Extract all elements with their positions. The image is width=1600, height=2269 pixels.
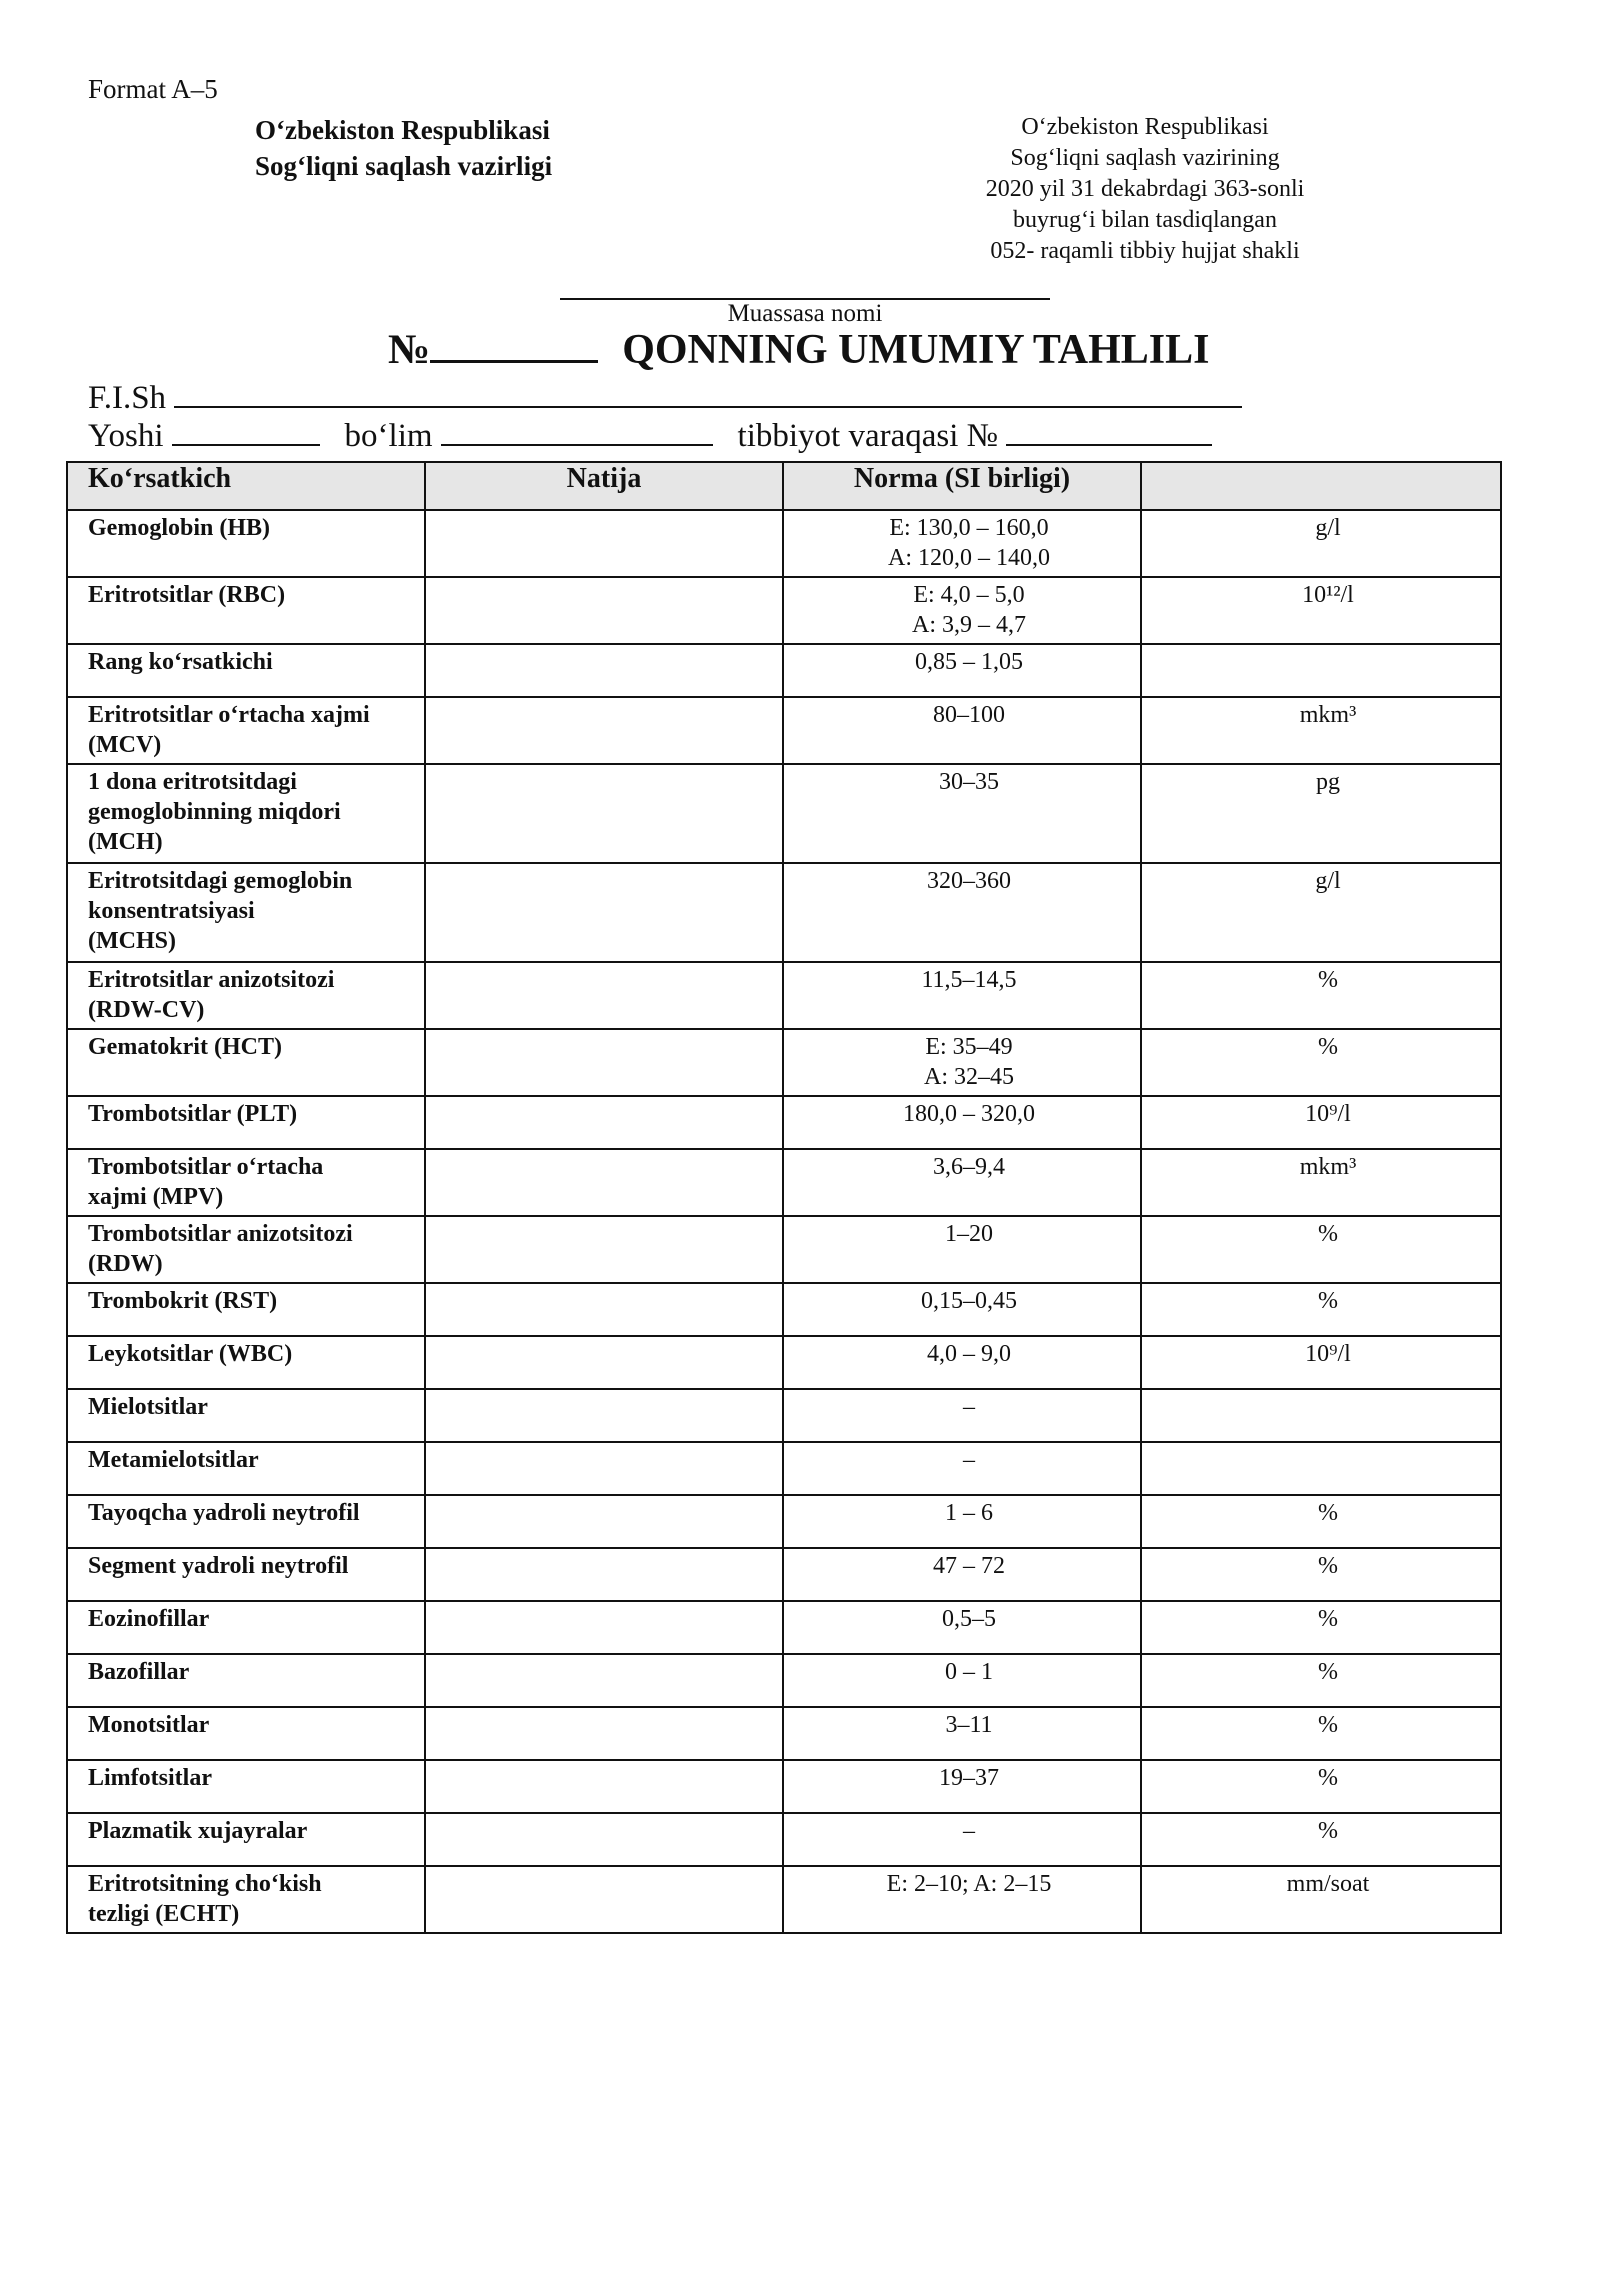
indicator-line: Bazofillar — [88, 1659, 190, 1685]
table-row — [67, 1149, 1501, 1216]
indicator-line: Gematokrit (HCT) — [88, 1034, 282, 1060]
table-header-row — [67, 462, 1501, 510]
norm-line: – — [963, 1394, 975, 1420]
title-text: QONNING UMUMIY TAHLILI — [622, 327, 1210, 373]
norm-cell — [783, 1283, 1141, 1336]
indicator-line: Eritrotsitdagi gemoglobin — [88, 868, 353, 894]
indicator-line: Rang ko‘rsatkichi — [88, 649, 273, 675]
indicator-line: Eozinofillar — [88, 1606, 210, 1632]
unit-cell: % — [1141, 1029, 1501, 1096]
header-indicator: Ko‘rsatkich — [67, 462, 425, 510]
indicator-cell — [67, 1760, 425, 1813]
norm-line: 0,5–5 — [942, 1606, 996, 1632]
norm-line: A: 3,9 – 4,7 — [912, 612, 1026, 638]
indicator-cell — [67, 1442, 425, 1495]
indicator-cell — [67, 1336, 425, 1389]
indicator-cell — [67, 1707, 425, 1760]
table-row — [67, 510, 1501, 577]
indicator-cell — [67, 1149, 425, 1216]
norm-line: 3,6–9,4 — [933, 1154, 1005, 1180]
result-input-cell[interactable] — [425, 962, 783, 1029]
result-input-cell[interactable] — [425, 1548, 783, 1601]
indicator-line: Plazmatik xujayralar — [88, 1818, 308, 1844]
unit-cell — [1141, 1442, 1501, 1495]
unit-cell: % — [1141, 1601, 1501, 1654]
unit-cell: % — [1141, 1654, 1501, 1707]
norm-cell — [783, 1389, 1141, 1442]
result-input-cell[interactable] — [425, 1216, 783, 1283]
norm-cell — [783, 1866, 1141, 1933]
norm-line: 180,0 – 320,0 — [903, 1101, 1035, 1127]
indicator-line: (RDW-CV) — [88, 997, 205, 1023]
table-row — [67, 1096, 1501, 1149]
norm-line: 0 – 1 — [945, 1659, 993, 1685]
indicator-line: Eritrotsitlar anizotsitozi — [88, 967, 335, 993]
indicator-line: Leykotsitlar (WBC) — [88, 1341, 293, 1367]
result-input-cell[interactable] — [425, 1654, 783, 1707]
result-input-cell[interactable] — [425, 764, 783, 863]
norm-line: A: 120,0 – 140,0 — [888, 545, 1050, 571]
result-input-cell[interactable] — [425, 1389, 783, 1442]
indicator-line: Eritrotsitlar o‘rtacha xajmi — [88, 702, 370, 728]
indicator-cell — [67, 764, 425, 863]
indicator-cell — [67, 577, 425, 644]
indicator-cell — [67, 1813, 425, 1866]
table-row — [67, 1760, 1501, 1813]
table-row — [67, 644, 1501, 697]
table-row — [67, 962, 1501, 1029]
number-sign: № — [388, 327, 431, 373]
header-result: Natija — [425, 462, 783, 510]
norm-cell — [783, 697, 1141, 764]
norm-cell — [783, 1548, 1141, 1601]
indicator-line: tezligi (ECHT) — [88, 1901, 240, 1927]
unit-cell: mm/soat — [1141, 1866, 1501, 1933]
result-input-cell[interactable] — [425, 1707, 783, 1760]
unit-cell: 10⁹/l — [1141, 1096, 1501, 1149]
approval-line-5: 052- raqamli tibbiy hujjat shakli — [990, 238, 1300, 264]
indicator-line: gemoglobinning miqdori — [88, 799, 341, 825]
norm-line: E: 2–10; A: 2–15 — [886, 1871, 1052, 1897]
norm-line: A: 32–45 — [924, 1064, 1014, 1090]
result-input-cell[interactable] — [425, 697, 783, 764]
indicator-cell — [67, 1216, 425, 1283]
indicator-line: Limfotsitlar — [88, 1765, 212, 1791]
norm-line: – — [963, 1447, 975, 1473]
ministry-line-1: O‘zbekiston Respublikasi — [255, 115, 550, 145]
unit-cell — [1141, 644, 1501, 697]
unit-cell: % — [1141, 1495, 1501, 1548]
table-row — [67, 1442, 1501, 1495]
department-field[interactable] — [441, 416, 713, 446]
norm-line: 19–37 — [939, 1765, 999, 1791]
result-input-cell[interactable] — [425, 644, 783, 697]
norm-line: 30–35 — [939, 769, 999, 795]
unit-cell: % — [1141, 1707, 1501, 1760]
table-row — [67, 1813, 1501, 1866]
indicator-cell — [67, 1601, 425, 1654]
norm-line: 3–11 — [945, 1712, 993, 1738]
patient-details-row — [88, 416, 1212, 455]
patient-name-field[interactable] — [174, 378, 1242, 408]
norm-line: 80–100 — [933, 702, 1005, 728]
indicator-cell — [67, 1096, 425, 1149]
indicator-cell — [67, 863, 425, 962]
unit-cell: % — [1141, 1813, 1501, 1866]
unit-cell: mkm³ — [1141, 1149, 1501, 1216]
patient-name-row — [88, 378, 1242, 417]
unit-cell: % — [1141, 1216, 1501, 1283]
norm-line: 0,85 – 1,05 — [915, 649, 1023, 675]
result-input-cell[interactable] — [425, 1601, 783, 1654]
unit-cell: % — [1141, 1283, 1501, 1336]
norm-cell — [783, 1029, 1141, 1096]
table-row — [67, 764, 1501, 863]
table-row — [67, 1601, 1501, 1654]
indicator-cell — [67, 1654, 425, 1707]
norm-line: 4,0 – 9,0 — [927, 1341, 1011, 1367]
result-input-cell[interactable] — [425, 1336, 783, 1389]
fish-label: F.I.Sh — [88, 380, 167, 416]
indicator-line: (MCH) — [88, 829, 163, 855]
norm-line: E: 130,0 – 160,0 — [889, 515, 1049, 541]
result-input-cell[interactable] — [425, 1760, 783, 1813]
table-row — [67, 1336, 1501, 1389]
norm-line: 1 – 6 — [945, 1500, 993, 1526]
indicator-line: (MCV) — [88, 732, 162, 758]
norm-cell — [783, 1149, 1141, 1216]
indicator-cell — [67, 1495, 425, 1548]
unit-cell: mkm³ — [1141, 697, 1501, 764]
department-label: bo‘lim — [344, 418, 433, 454]
result-input-cell[interactable] — [425, 1866, 783, 1933]
blood-analysis-table — [66, 461, 1502, 1934]
result-input-cell[interactable] — [425, 1283, 783, 1336]
norm-cell — [783, 1096, 1141, 1149]
header-norm: Norma (SI birligi) — [783, 462, 1141, 510]
unit-cell: 10¹²/l — [1141, 577, 1501, 644]
table-row — [67, 1654, 1501, 1707]
institution-name-label: Muassasa nomi — [727, 300, 883, 327]
approval-line-2: Sog‘liqni saqlash vazirining — [1010, 145, 1280, 171]
norm-cell — [783, 764, 1141, 863]
unit-cell: % — [1141, 962, 1501, 1029]
form-format-label: Format A–5 — [88, 74, 218, 104]
indicator-line: (MCHS) — [88, 928, 176, 954]
norm-line: E: 4,0 – 5,0 — [913, 582, 1025, 608]
indicator-line: Trombotsitlar o‘rtacha — [88, 1154, 324, 1180]
result-input-cell[interactable] — [425, 1495, 783, 1548]
table-body — [67, 510, 1501, 1933]
ministry-line-2: Sog‘liqni saqlash vazirligi — [255, 151, 553, 181]
indicator-line: Metamielotsitlar — [88, 1447, 259, 1473]
header-unit — [1141, 462, 1501, 510]
table-row — [67, 863, 1501, 962]
unit-cell — [1141, 1389, 1501, 1442]
norm-cell — [783, 1654, 1141, 1707]
indicator-line: Segment yadroli neytrofil — [88, 1553, 349, 1579]
indicator-line: Tayoqcha yadroli neytrofil — [88, 1500, 360, 1526]
indicator-cell — [67, 962, 425, 1029]
indicator-line: Eritrotsitning cho‘kish — [88, 1871, 322, 1897]
indicator-line: Monotsitlar — [88, 1712, 210, 1738]
norm-cell — [783, 510, 1141, 577]
indicator-line: Mielotsitlar — [88, 1394, 208, 1420]
document-number-field[interactable] — [430, 330, 598, 363]
norm-cell — [783, 1495, 1141, 1548]
indicator-line: Trombokrit (RST) — [88, 1288, 278, 1314]
unit-cell: g/l — [1141, 510, 1501, 577]
indicator-line: konsentratsiyasi — [88, 898, 255, 924]
indicator-line: Trombotsitlar (PLT) — [88, 1101, 298, 1127]
norm-line: E: 35–49 — [925, 1034, 1013, 1060]
indicator-line: Eritrotsitlar (RBC) — [88, 582, 286, 608]
table-row — [67, 577, 1501, 644]
norm-line: 320–360 — [927, 868, 1011, 894]
unit-cell: g/l — [1141, 863, 1501, 962]
unit-cell: % — [1141, 1548, 1501, 1601]
document-title — [388, 326, 1209, 374]
result-input-cell[interactable] — [425, 1149, 783, 1216]
approval-block — [900, 112, 1390, 267]
indicator-cell — [67, 1866, 425, 1933]
unit-cell: 10⁹/l — [1141, 1336, 1501, 1389]
norm-cell — [783, 1760, 1141, 1813]
table-row — [67, 1029, 1501, 1096]
norm-cell — [783, 1707, 1141, 1760]
norm-cell — [783, 962, 1141, 1029]
indicator-cell — [67, 510, 425, 577]
norm-cell — [783, 863, 1141, 962]
result-input-cell[interactable] — [425, 577, 783, 644]
indicator-line: xajmi (MPV) — [88, 1184, 224, 1210]
indicator-cell — [67, 697, 425, 764]
norm-cell — [783, 644, 1141, 697]
table-row — [67, 1866, 1501, 1933]
ministry-name — [255, 112, 552, 184]
norm-line: – — [963, 1818, 975, 1844]
table-row — [67, 1495, 1501, 1548]
result-input-cell[interactable] — [425, 863, 783, 962]
indicator-line: (RDW) — [88, 1251, 163, 1277]
norm-cell — [783, 1442, 1141, 1495]
age-field[interactable] — [172, 416, 320, 446]
indicator-cell — [67, 1548, 425, 1601]
indicator-line: 1 dona eritrotsitdagi — [88, 769, 297, 795]
table-row — [67, 1283, 1501, 1336]
result-input-cell[interactable] — [425, 1096, 783, 1149]
table-row — [67, 697, 1501, 764]
norm-cell — [783, 1336, 1141, 1389]
approval-line-3: 2020 yil 31 dekabrdagi 363-sonli — [985, 176, 1305, 202]
indicator-cell — [67, 1389, 425, 1442]
norm-line: 0,15–0,45 — [921, 1288, 1017, 1314]
unit-cell: % — [1141, 1760, 1501, 1813]
norm-cell — [783, 1601, 1141, 1654]
indicator-cell — [67, 644, 425, 697]
result-input-cell[interactable] — [425, 510, 783, 577]
approval-line-4: buyrug‘i bilan tasdiqlangan — [1013, 207, 1277, 233]
medical-record-label: tibbiyot varaqasi № — [737, 418, 999, 454]
approval-line-1: O‘zbekiston Respublikasi — [1021, 114, 1269, 140]
table-row — [67, 1389, 1501, 1442]
table-row — [67, 1548, 1501, 1601]
indicator-cell — [67, 1029, 425, 1096]
norm-line: 47 – 72 — [933, 1553, 1005, 1579]
norm-line: 1–20 — [945, 1221, 993, 1247]
unit-cell: pg — [1141, 764, 1501, 863]
medical-record-field[interactable] — [1006, 416, 1212, 446]
result-input-cell[interactable] — [425, 1029, 783, 1096]
result-input-cell[interactable] — [425, 1442, 783, 1495]
indicator-line: Gemoglobin (HB) — [88, 515, 271, 541]
indicator-line: Trombotsitlar anizotsitozi — [88, 1221, 353, 1247]
norm-cell — [783, 577, 1141, 644]
result-input-cell[interactable] — [425, 1813, 783, 1866]
norm-cell — [783, 1813, 1141, 1866]
indicator-cell — [67, 1283, 425, 1336]
norm-line: 11,5–14,5 — [921, 967, 1017, 993]
age-label: Yoshi — [88, 418, 164, 454]
norm-cell — [783, 1216, 1141, 1283]
table-row — [67, 1216, 1501, 1283]
table-row — [67, 1707, 1501, 1760]
